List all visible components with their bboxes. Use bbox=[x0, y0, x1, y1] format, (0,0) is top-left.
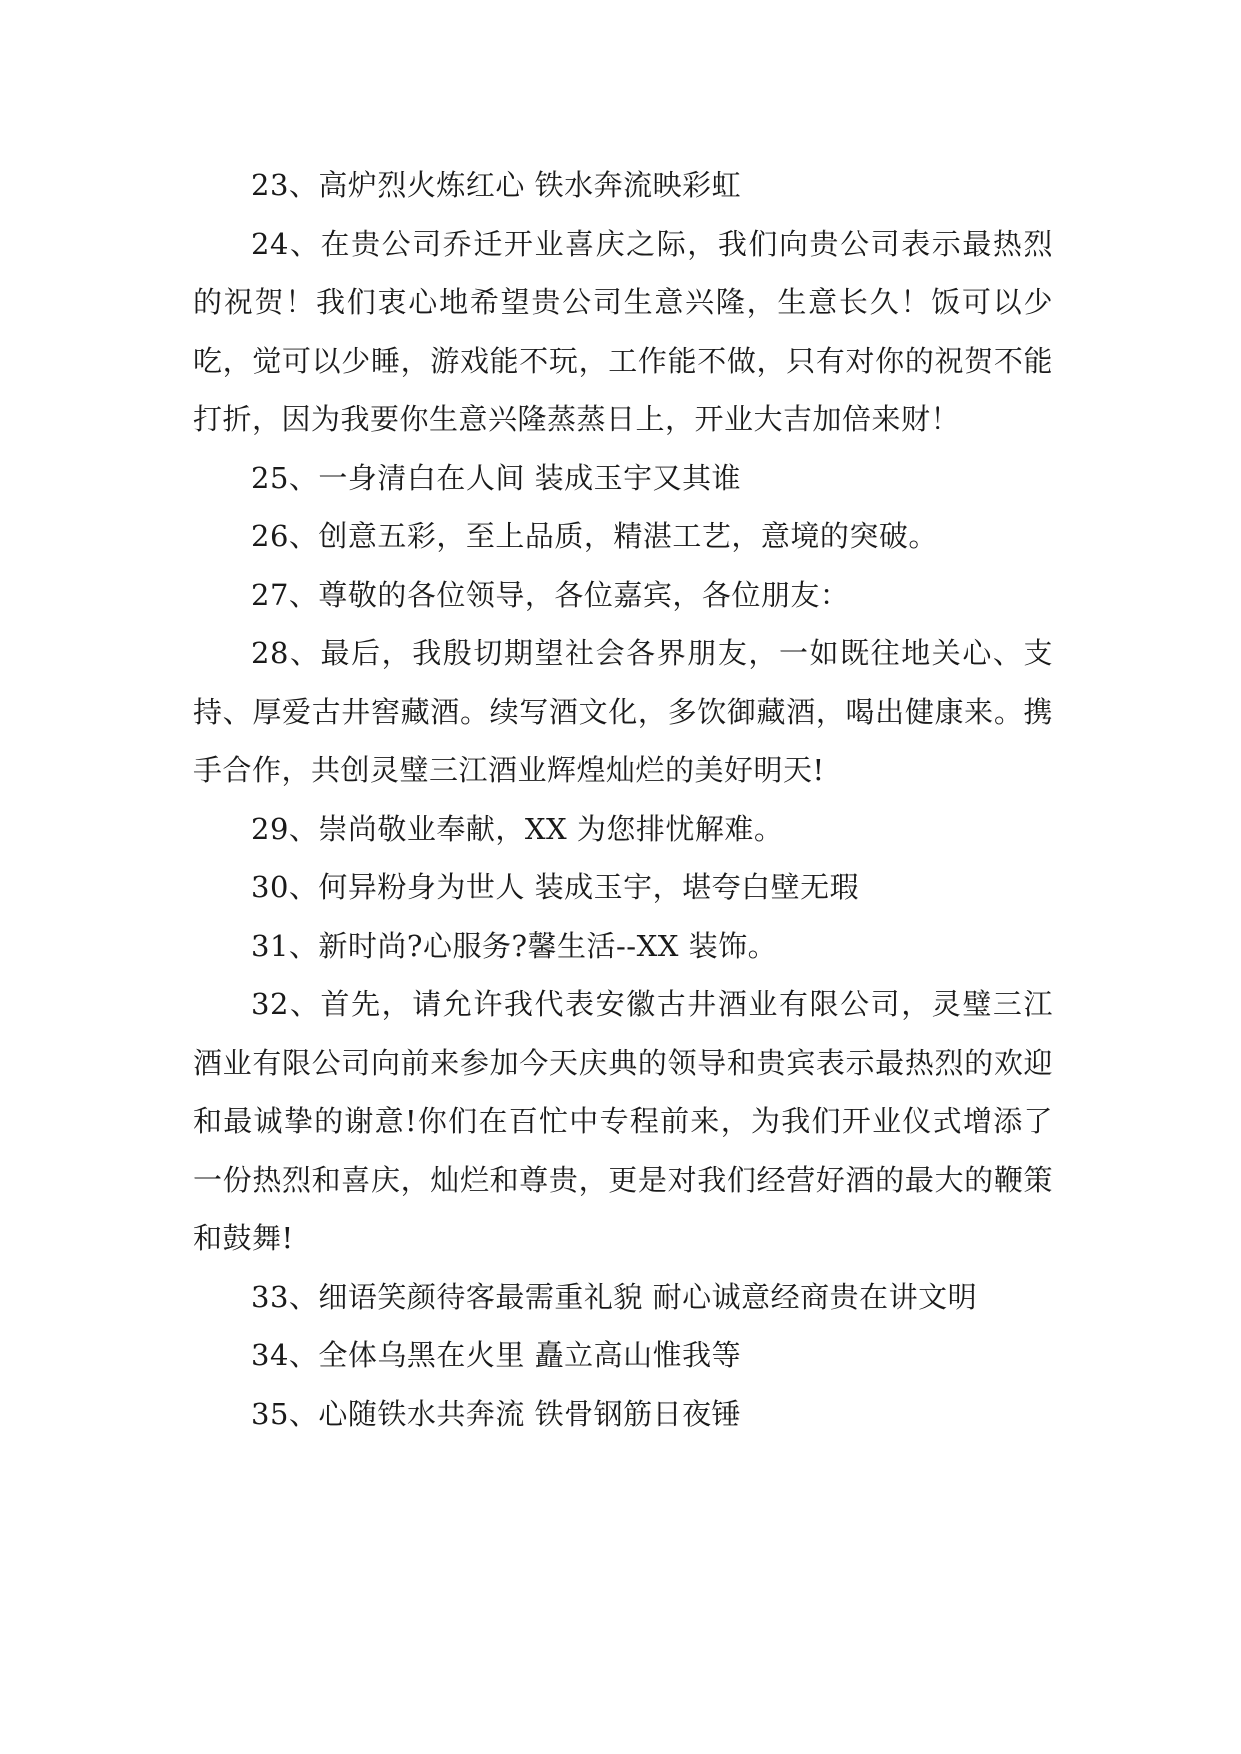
paragraph-28: 28、最后，我殷切期望社会各界朋友，一如既往地关心、支持、厚爱古井窖藏酒。续写酒文化，多饮御藏酒，喝出健康来。携手合作，共创灵璧三江酒业辉煌灿烂的美好明天! bbox=[193, 636, 1053, 787]
paragraph-23: 23、高炉烈火炼红心 铁水奔流映彩虹 bbox=[251, 168, 742, 202]
paragraph-31: 31、新时尚?心服务?馨生活--XX 装饰。 bbox=[251, 928, 778, 963]
document-body bbox=[193, 156, 1053, 1443]
paragraph-30: 30、何异粉身为世人 装成玉宇，堪夸白壁无瑕 bbox=[251, 870, 860, 904]
paragraph-27: 27、尊敬的各位领导，各位嘉宾，各位朋友： bbox=[251, 577, 850, 612]
paragraph-32: 32、首先，请允许我代表安徽古井酒业有限公司，灵璧三江酒业有限公司向前来参加今天庆典的领导和贵宾表示最热烈的欢迎和最诚挚的谢意!你们在百忙中专程前来，为我们开业仪式增添了一份热烈和喜庆，灿烂和尊贵，更是对我们经营好酒的最大的鞭策和鼓舞! bbox=[193, 987, 1053, 1255]
paragraph-33: 33、细语笑颜待客最需重礼貌 耐心诚意经商贵在讲文明 bbox=[251, 1279, 978, 1314]
paragraph-35: 35、心随铁水共奔流 铁骨钢筋日夜锤 bbox=[251, 1396, 742, 1431]
paragraph-26: 26、创意五彩，至上品质，精湛工艺，意境的突破。 bbox=[251, 519, 938, 553]
paragraph-24: 24、在贵公司乔迁开业喜庆之际，我们向贵公司表示最热烈的祝贺！我们衷心地希望贵公司生意兴隆，生意长久！饭可以少吃，觉可以少睡，游戏能不玩，工作能不做，只有对你的祝贺不能打折，因为我要你生意兴隆蒸蒸日上，开业大吉加倍来财！ bbox=[193, 226, 1053, 436]
paragraph-34: 34、全体乌黑在火里 矗立高山惟我等 bbox=[251, 1338, 742, 1372]
paragraph-29: 29、崇尚敬业奉献，XX 为您排忧解难。 bbox=[251, 811, 784, 846]
paragraph-25: 25、一身清白在人间 装成玉宇又其谁 bbox=[251, 460, 742, 495]
